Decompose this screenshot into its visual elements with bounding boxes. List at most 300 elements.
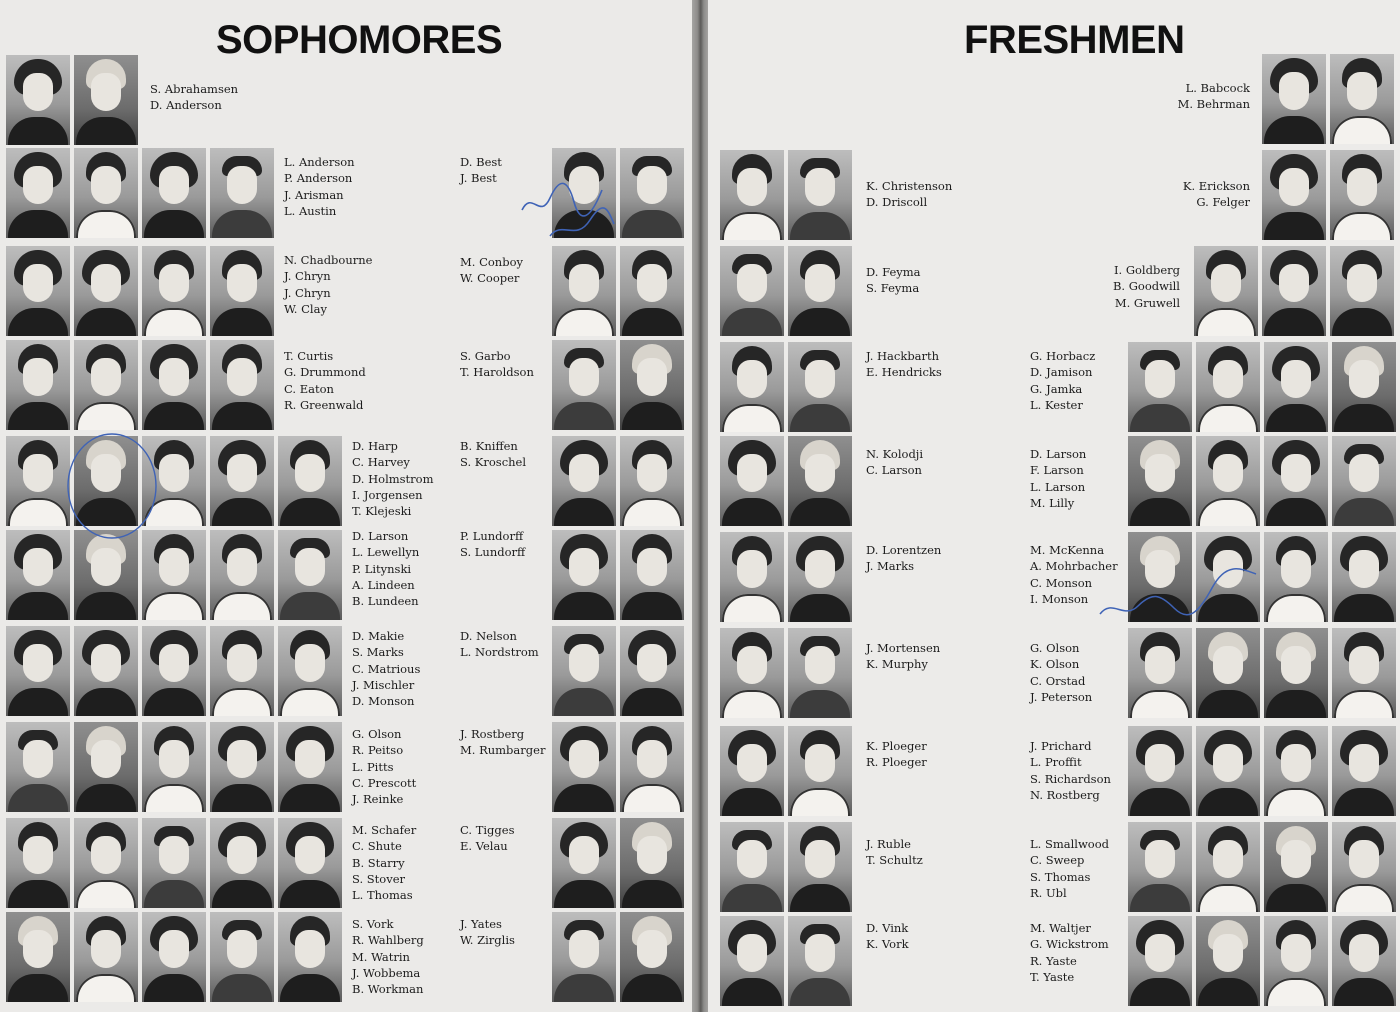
student-name: J. Prichard (1030, 739, 1092, 753)
portrait-group (6, 246, 274, 336)
student-portrait (1196, 726, 1260, 816)
student-name: P. Anderson (284, 171, 353, 186)
portrait-group (1128, 822, 1396, 912)
portrait-group (1128, 726, 1396, 816)
student-portrait (6, 626, 70, 716)
student-portrait (620, 246, 684, 336)
student-portrait (210, 722, 274, 812)
student-name: S. Thomas (1030, 869, 1091, 884)
student-portrait (74, 340, 138, 430)
page-title-freshmen: FRESHMEN (964, 18, 1185, 62)
student-portrait (1128, 342, 1192, 432)
portrait-row (0, 626, 692, 718)
name-list (460, 528, 525, 561)
student-name: L. Pitts (352, 759, 394, 774)
student-name: C. Larson (866, 463, 922, 478)
student-portrait (552, 722, 616, 812)
student-portrait (1128, 822, 1192, 912)
student-portrait (1264, 726, 1328, 816)
portrait-row (0, 722, 692, 814)
portrait-group (6, 722, 342, 812)
name-list (866, 446, 923, 479)
portrait-group (552, 912, 684, 1002)
name-list (866, 738, 927, 771)
student-name: G. Felger (1196, 195, 1250, 210)
student-name: B. Lundeen (352, 594, 419, 609)
portrait-row (0, 530, 692, 622)
student-name: G. Horbacz (1030, 349, 1096, 363)
student-name: B. Kniffen (460, 439, 518, 453)
student-name: C. Orstad (1030, 673, 1086, 688)
student-name: M. Schafer (352, 823, 417, 837)
name-list (352, 822, 416, 903)
student-portrait (142, 818, 206, 908)
student-name: R. Ploeger (866, 755, 927, 770)
student-name: S. Vork (352, 917, 394, 931)
student-portrait (210, 436, 274, 526)
student-portrait (788, 532, 852, 622)
student-portrait (278, 722, 342, 812)
name-list (866, 920, 909, 953)
student-name: S. Feyma (866, 281, 920, 296)
student-portrait (1194, 246, 1258, 336)
student-portrait (1196, 916, 1260, 1006)
student-portrait (720, 916, 784, 1006)
student-name: M. Conboy (460, 255, 523, 269)
name-list (352, 628, 420, 709)
student-name: A. Lindeen (352, 577, 415, 592)
student-portrait (6, 436, 70, 526)
student-portrait (720, 342, 784, 432)
student-portrait (278, 818, 342, 908)
student-portrait (1332, 532, 1396, 622)
student-portrait (788, 246, 852, 336)
student-portrait (210, 626, 274, 716)
portrait-row (708, 436, 1400, 528)
name-list (1030, 542, 1118, 607)
student-name: K. Murphy (866, 657, 928, 672)
portrait-group (552, 626, 684, 716)
student-portrait (142, 148, 206, 238)
student-name: G. Jamka (1030, 381, 1083, 396)
student-name: R. Wahlberg (352, 933, 424, 948)
student-portrait (6, 530, 70, 620)
student-name: W. Zirglis (460, 933, 515, 948)
portrait-group (6, 436, 342, 526)
student-name: J. Mischler (352, 677, 415, 692)
student-name: D. Vink (866, 921, 909, 935)
student-name: M. Watrin (352, 949, 410, 964)
student-name: D. Monson (352, 694, 415, 709)
student-portrait (620, 436, 684, 526)
student-portrait (142, 626, 206, 716)
student-portrait (720, 246, 784, 336)
portrait-row (708, 54, 1400, 146)
portrait-group (1128, 916, 1396, 1006)
name-list (460, 348, 534, 381)
student-portrait (1128, 532, 1192, 622)
portrait-row (708, 246, 1400, 338)
portrait-row (0, 55, 692, 147)
student-portrait (1332, 628, 1396, 718)
student-name: J. Wobbema (352, 965, 421, 980)
student-name: P. Litynski (352, 561, 412, 576)
student-portrait (1196, 436, 1260, 526)
portrait-group (720, 726, 852, 816)
portrait-group (1128, 342, 1396, 432)
student-portrait (1330, 150, 1394, 240)
name-list (1178, 80, 1250, 113)
student-portrait (74, 148, 138, 238)
student-portrait (552, 436, 616, 526)
student-portrait (552, 818, 616, 908)
student-name: D. Holmstrom (352, 471, 434, 486)
student-portrait (788, 342, 852, 432)
student-name: J. Chryn (284, 285, 331, 300)
student-name: N. Kolodji (866, 447, 924, 461)
name-list (284, 154, 355, 219)
portrait-row (708, 726, 1400, 818)
student-portrait (1332, 436, 1396, 526)
portrait-group (552, 818, 684, 908)
student-name: T. Haroldson (460, 365, 534, 380)
student-name: F. Larson (1030, 463, 1084, 478)
student-portrait (788, 916, 852, 1006)
student-portrait (788, 822, 852, 912)
student-name: B. Goodwill (1112, 279, 1180, 294)
portrait-row (0, 436, 692, 528)
student-name: K. Olson (1030, 657, 1080, 672)
student-name: N. Rostberg (1030, 787, 1100, 802)
student-name: J. Reinke (352, 792, 404, 807)
student-name: L. Kester (1030, 397, 1083, 412)
student-name: J. Peterson (1030, 689, 1093, 704)
student-portrait (74, 436, 138, 526)
name-list (284, 348, 366, 413)
portrait-group (1128, 436, 1396, 526)
student-name: C. Matrious (352, 661, 421, 676)
student-portrait (1196, 822, 1260, 912)
name-list (460, 726, 545, 759)
portrait-row (708, 628, 1400, 720)
student-name: C. Eaton (284, 381, 334, 396)
student-portrait (552, 340, 616, 430)
portrait-group (6, 530, 342, 620)
portrait-group (720, 342, 852, 432)
student-portrait (1128, 628, 1192, 718)
student-portrait (278, 912, 342, 1002)
student-portrait (720, 532, 784, 622)
student-name: K. Christenson (866, 179, 953, 193)
student-name: I. Monson (1030, 591, 1089, 606)
portrait-row (708, 150, 1400, 242)
student-name: S. Garbo (460, 349, 511, 363)
student-portrait (788, 628, 852, 718)
student-portrait (620, 818, 684, 908)
student-name: D. Anderson (150, 98, 222, 113)
portrait-row (0, 148, 692, 240)
portrait-row (708, 916, 1400, 1008)
portrait-group (552, 722, 684, 812)
student-portrait (552, 530, 616, 620)
student-portrait (1196, 342, 1260, 432)
student-portrait (1264, 532, 1328, 622)
student-portrait (552, 912, 616, 1002)
student-name: G. Wickstrom (1030, 937, 1109, 952)
student-name: M. Lilly (1030, 495, 1075, 510)
name-list (352, 916, 424, 997)
student-name: D. Larson (352, 529, 409, 543)
student-name: L. Babcock (1185, 81, 1250, 95)
name-list (352, 726, 416, 807)
student-name: E. Velau (460, 839, 508, 854)
student-name: L. Thomas (352, 888, 413, 903)
portrait-group (720, 150, 852, 240)
name-list (1030, 920, 1109, 985)
page-title-sophomores: SOPHOMORES (216, 18, 503, 62)
student-name: G. Olson (352, 727, 402, 741)
student-name: M. Rumbarger (460, 743, 546, 758)
student-portrait (620, 912, 684, 1002)
name-list (460, 438, 526, 471)
student-name: I. Goldberg (1113, 263, 1180, 277)
left-page-sophomores (0, 0, 692, 1012)
student-portrait (142, 340, 206, 430)
student-name: D. Makie (352, 629, 405, 643)
student-portrait (788, 726, 852, 816)
student-name: K. Erickson (1182, 179, 1250, 193)
student-portrait (788, 436, 852, 526)
portrait-row (0, 912, 692, 1004)
student-name: R. Greenwald (284, 397, 364, 412)
student-portrait (6, 722, 70, 812)
student-portrait (74, 722, 138, 812)
student-name: M. McKenna (1030, 543, 1105, 557)
student-name: T. Yaste (1030, 969, 1075, 984)
student-name: L. Nordstrom (460, 645, 539, 660)
name-list (866, 348, 942, 381)
student-name: M. Gruwell (1114, 295, 1180, 310)
student-name: T. Klejeski (352, 504, 412, 519)
portrait-row (0, 340, 692, 432)
name-list (866, 836, 923, 869)
student-name: J. Arisman (284, 187, 344, 202)
student-name: W. Clay (284, 301, 327, 316)
name-list (284, 252, 372, 317)
student-name: D. Jamison (1030, 365, 1093, 380)
student-name: S. Lundorff (460, 545, 526, 560)
student-portrait (74, 55, 138, 145)
portrait-group (1194, 246, 1394, 336)
portrait-group (720, 246, 852, 336)
student-name: L. Lewellyn (352, 545, 420, 560)
student-portrait (1264, 822, 1328, 912)
portrait-group (720, 532, 852, 622)
student-name: J. Ruble (866, 837, 911, 851)
student-name: W. Cooper (460, 271, 520, 286)
student-name: S. Kroschel (460, 455, 527, 470)
name-list (460, 822, 514, 855)
student-name: J. Mortensen (866, 641, 941, 655)
student-portrait (210, 340, 274, 430)
student-name: D. Nelson (460, 629, 517, 643)
student-name: C. Prescott (352, 775, 417, 790)
student-portrait (210, 912, 274, 1002)
student-portrait (142, 436, 206, 526)
student-name: C. Sweep (1030, 853, 1085, 868)
student-name: C. Tigges (460, 823, 515, 837)
student-portrait (1128, 436, 1192, 526)
student-name: J. Chryn (284, 269, 331, 284)
student-portrait (720, 628, 784, 718)
student-name: T. Schultz (866, 853, 923, 868)
student-name: D. Harp (352, 439, 398, 453)
portrait-row (0, 246, 692, 338)
student-portrait (142, 722, 206, 812)
student-name: K. Ploeger (866, 739, 927, 753)
portrait-group (6, 148, 274, 238)
student-portrait (1332, 342, 1396, 432)
student-name: S. Stover (352, 871, 406, 886)
portrait-group (552, 340, 684, 430)
portrait-group (720, 916, 852, 1006)
student-name: N. Chadbourne (284, 253, 373, 267)
student-name: I. Jorgensen (352, 487, 423, 502)
student-portrait (142, 912, 206, 1002)
student-portrait (788, 150, 852, 240)
student-portrait (1196, 628, 1260, 718)
student-name: D. Driscoll (866, 195, 928, 210)
name-list (866, 264, 921, 297)
student-portrait (1264, 342, 1328, 432)
student-name: B. Starry (352, 855, 405, 870)
student-name: L. Proffit (1030, 755, 1082, 770)
student-portrait (278, 436, 342, 526)
student-portrait (6, 148, 70, 238)
name-list (1030, 738, 1111, 803)
student-portrait (1196, 532, 1260, 622)
portrait-group (552, 246, 684, 336)
portrait-group (1262, 150, 1394, 240)
student-name: J. Hackbarth (866, 349, 940, 363)
student-portrait (6, 818, 70, 908)
student-portrait (720, 150, 784, 240)
student-name: J. Best (460, 171, 497, 186)
student-portrait (1330, 246, 1394, 336)
student-name: S. Abrahamsen (150, 82, 239, 96)
name-list (352, 438, 434, 519)
student-name: P. Lundorff (460, 529, 524, 543)
student-name: R. Peitso (352, 743, 404, 758)
student-name: A. Mohrbacher (1030, 559, 1118, 574)
student-portrait (552, 148, 616, 238)
name-list (1030, 640, 1092, 705)
student-portrait (1332, 822, 1396, 912)
student-name: J. Marks (866, 559, 915, 574)
portrait-group (720, 628, 852, 718)
portrait-group (6, 626, 342, 716)
student-name: C. Shute (352, 839, 402, 854)
student-name: D. Feyma (866, 265, 921, 279)
student-portrait (6, 246, 70, 336)
student-portrait (210, 530, 274, 620)
name-list (1183, 178, 1250, 211)
student-portrait (1262, 150, 1326, 240)
student-portrait (74, 246, 138, 336)
portrait-group (720, 436, 852, 526)
student-portrait (720, 822, 784, 912)
student-portrait (1128, 726, 1192, 816)
student-portrait (552, 626, 616, 716)
student-portrait (278, 626, 342, 716)
student-portrait (74, 912, 138, 1002)
name-list (866, 640, 940, 673)
student-name: T. Curtis (284, 349, 334, 363)
student-portrait (74, 530, 138, 620)
student-name: D. Lorentzen (866, 543, 942, 557)
name-list (1030, 446, 1086, 511)
student-portrait (1264, 628, 1328, 718)
student-name: L. Smallwood (1030, 837, 1109, 851)
student-name: L. Austin (284, 203, 337, 218)
student-portrait (1332, 916, 1396, 1006)
student-name: L. Larson (1030, 479, 1086, 494)
portrait-row (708, 532, 1400, 624)
portrait-row (708, 342, 1400, 434)
portrait-group (6, 818, 342, 908)
student-name: R. Ubl (1030, 885, 1067, 900)
student-portrait (6, 55, 70, 145)
student-portrait (1264, 916, 1328, 1006)
student-name: K. Vork (866, 937, 909, 952)
portrait-row (0, 818, 692, 910)
portrait-group (1128, 532, 1396, 622)
student-portrait (1332, 726, 1396, 816)
student-portrait (1128, 916, 1192, 1006)
student-portrait (278, 530, 342, 620)
right-page-freshmen (708, 0, 1400, 1012)
student-name: C. Monson (1030, 575, 1093, 590)
student-portrait (1330, 54, 1394, 144)
portrait-group (720, 822, 852, 912)
student-portrait (210, 246, 274, 336)
portrait-group (1262, 54, 1394, 144)
portrait-group (552, 530, 684, 620)
student-name: L. Anderson (284, 155, 355, 169)
name-list (1030, 836, 1109, 901)
portrait-group (552, 148, 684, 238)
student-portrait (74, 818, 138, 908)
student-portrait (6, 912, 70, 1002)
student-portrait (142, 530, 206, 620)
student-portrait (620, 722, 684, 812)
student-portrait (6, 340, 70, 430)
student-name: C. Harvey (352, 455, 410, 470)
name-list (460, 628, 539, 661)
portrait-row (708, 822, 1400, 914)
name-list (352, 528, 419, 609)
name-list (460, 254, 523, 287)
student-name: R. Yaste (1030, 953, 1077, 968)
student-portrait (620, 530, 684, 620)
student-name: S. Richardson (1030, 771, 1111, 786)
student-portrait (620, 626, 684, 716)
student-portrait (1262, 54, 1326, 144)
student-name: E. Hendricks (866, 365, 942, 380)
student-name: B. Workman (352, 982, 424, 997)
student-portrait (210, 818, 274, 908)
student-name: G. Drummond (284, 365, 366, 380)
